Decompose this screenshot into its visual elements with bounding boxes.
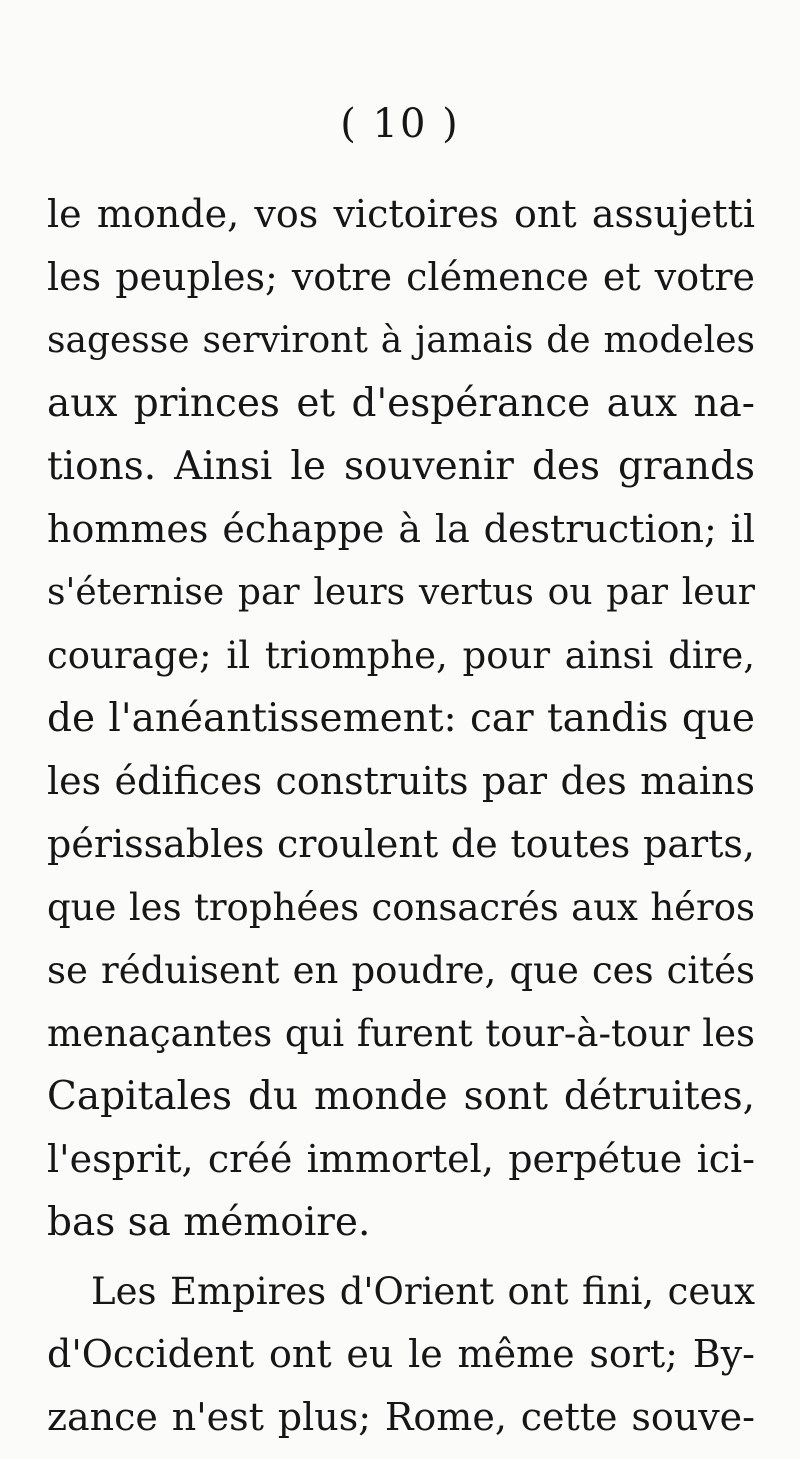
text-line: l'esprit, créé immortel, perpétue ici- [47, 1137, 755, 1181]
text-line: zance n'est plus; Rome, cette souve- [47, 1395, 755, 1439]
page-number: ( 10 ) [340, 101, 460, 147]
text-line: sagesse serviront à jamais de modeles [47, 320, 755, 361]
text-line: le monde, vos victoires ont assujetti [47, 192, 755, 236]
text-line: d'Occident ont eu le même sort; By- [47, 1332, 755, 1376]
text-line: aux princes et d'espérance aux na- [47, 381, 755, 426]
text-line: s'éternise par leurs vertus ou par leur [47, 572, 755, 613]
paragraph-2 [47, 1260, 755, 1449]
body-text [47, 183, 755, 1449]
text-line: hommes échappe à la destruction; il [47, 507, 755, 551]
text-line: les édifices construits par des mains [47, 759, 755, 803]
text-line: Les Empires d'Orient ont fini, ceux [91, 1270, 755, 1313]
text-line: se réduisent en poudre, que ces cités [47, 949, 755, 992]
text-line: les peuples; votre clémence et votre [47, 255, 755, 299]
text-line: bas sa mémoire. [47, 1200, 371, 1245]
text-line: de l'anéantissement: car tandis que [47, 696, 755, 741]
paragraph-1 [47, 183, 755, 1254]
text-line: tions. Ainsi le souvenir des grands [47, 444, 755, 489]
text-line: que les trophées consacrés aux héros [47, 886, 755, 929]
text-line: périssables croulent de toutes parts, [47, 822, 755, 866]
text-line: Capitales du monde sont détruites, [47, 1074, 755, 1119]
text-line: courage; il triomphe, pour ainsi dire, [47, 634, 755, 677]
text-line: menaçantes qui furent tour-à-tour les [47, 1012, 755, 1055]
